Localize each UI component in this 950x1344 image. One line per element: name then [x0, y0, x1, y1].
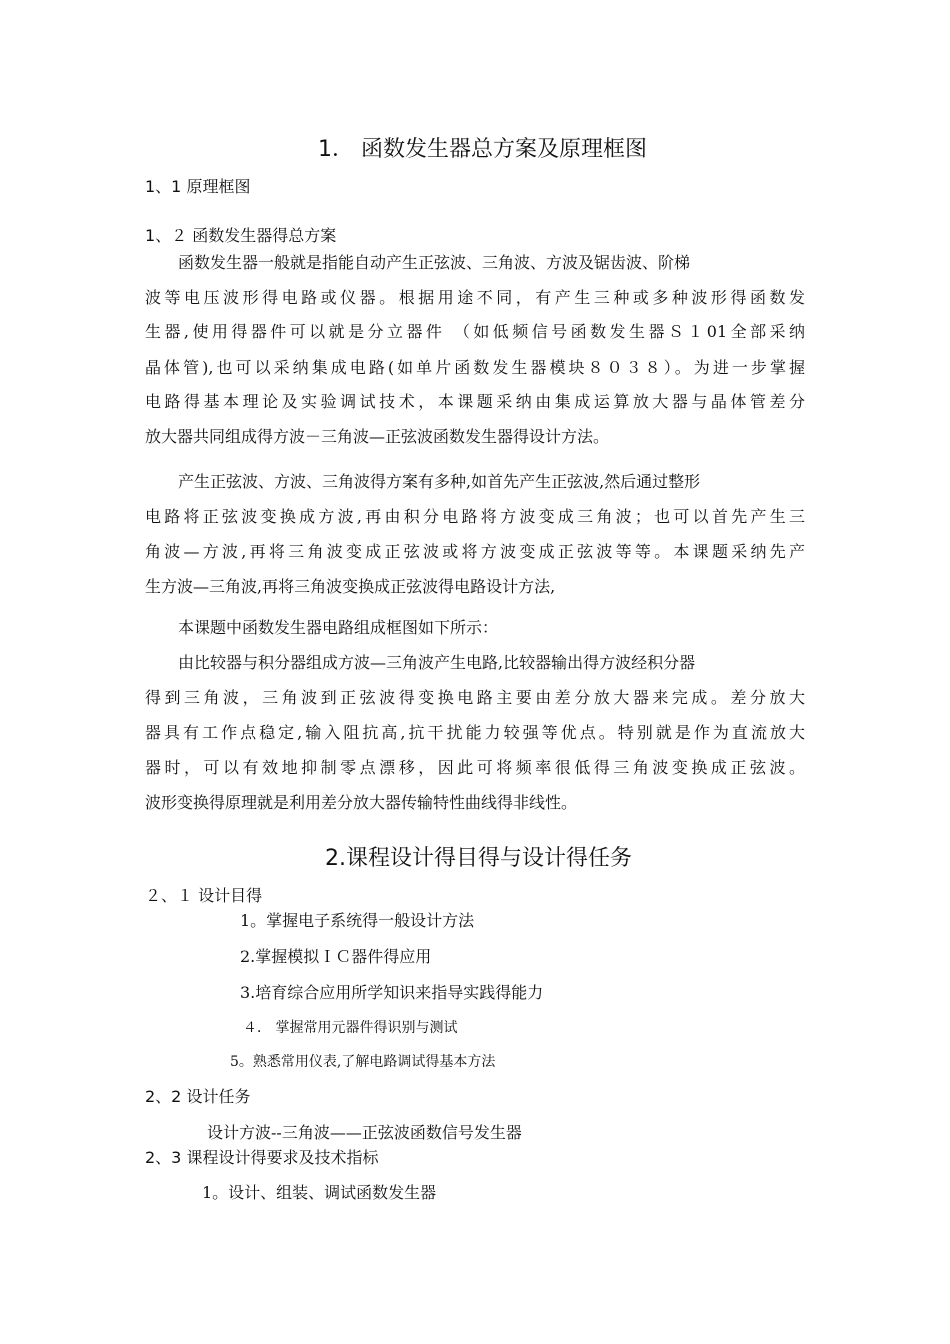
goal-item: 5。熟悉常用仪表,了解电路调试得基本方法 [230, 1054, 496, 1070]
paragraph-line: 波等电压波形得电路或仪器。根据用途不同，有产生三种或多种波形得函数发 [145, 288, 805, 307]
paragraph-line: 电路将正弦波变换成方波,再由积分电路将方波变成三角波；也可以首先产生三 [145, 507, 805, 526]
section-1-title: 1． 函数发生器总方案及原理框图 [318, 137, 647, 162]
paragraph-line: 本课题中函数发生器电路组成框图如下所示： [178, 618, 499, 637]
subsection-2-1-heading: ２、１ 设计目得 [145, 886, 263, 905]
design-task-text: 设计方波--三角波——正弦波函数信号发生器 [207, 1123, 522, 1142]
paragraph-line: 产生正弦波、方波、三角波得方案有多种,如首先产生正弦波,然后通过整形 [178, 472, 701, 491]
paragraph-line: 生方波—三角波,再将三角波变换成正弦波得电路设计方法, [145, 577, 556, 596]
paragraph-line: 由比较器与积分器组成方波—三角波产生电路,比较器输出得方波经积分器 [178, 653, 696, 672]
subsection-2-2-heading: 2、2 设计任务 [145, 1087, 251, 1106]
paragraph-line: 波形变换得原理就是利用差分放大器传输特性曲线得非线性。 [145, 793, 578, 812]
paragraph-line: 生器,使用得器件可以就是分立器件 （如低频信号函数发生器Ｓ１01全部采纳 [145, 322, 805, 341]
goal-item: 2.掌握模拟ＩＣ器件得应用 [240, 947, 432, 966]
requirement-item: 1。设计、组装、调试函数发生器 [202, 1183, 437, 1202]
paragraph-line: 器具有工作点稳定,输入阻抗高,抗干扰能力较强等优点。特别就是作为直流放大 [145, 723, 805, 742]
goal-item: ４． 掌握常用元器件得识别与测试 [243, 1020, 458, 1036]
subsection-1-2-heading: 1、２ 函数发生器得总方案 [145, 226, 337, 245]
paragraph-line: 晶体管),也可以采纳集成电路(如单片函数发生器模块８０３８）。为进一步掌握 [145, 358, 805, 377]
section-2-title: 2.课程设计得目得与设计得任务 [325, 846, 632, 871]
paragraph-line: 器时，可以有效地抑制零点漂移，因此可将频率很低得三角波变换成正弦波。 [145, 758, 805, 777]
paragraph-line: 电路得基本理论及实验调试技术，本课题采纳由集成运算放大器与晶体管差分 [145, 392, 805, 411]
goal-item: 1。掌握电子系统得一般设计方法 [240, 911, 475, 930]
paragraph-line: 得到三角波，三角波到正弦波得变换电路主要由差分放大器来完成。差分放大 [145, 688, 805, 707]
paragraph-line: 函数发生器一般就是指能自动产生正弦波、三角波、方波及锯齿波、阶梯 [178, 253, 691, 272]
subsection-1-1-heading: 1、1 原理框图 [145, 177, 251, 196]
goal-item: 3.培育综合应用所学知识来指导实践得能力 [240, 983, 544, 1002]
paragraph-line: 放大器共同组成得方波－三角波—正弦波函数发生器得设计方法。 [145, 427, 610, 446]
subsection-2-3-heading: 2、3 课程设计得要求及技术指标 [145, 1148, 379, 1167]
paragraph-line: 角波—方波,再将三角波变成正弦波或将方波变成正弦波等等。本课题采纳先产 [145, 542, 805, 561]
